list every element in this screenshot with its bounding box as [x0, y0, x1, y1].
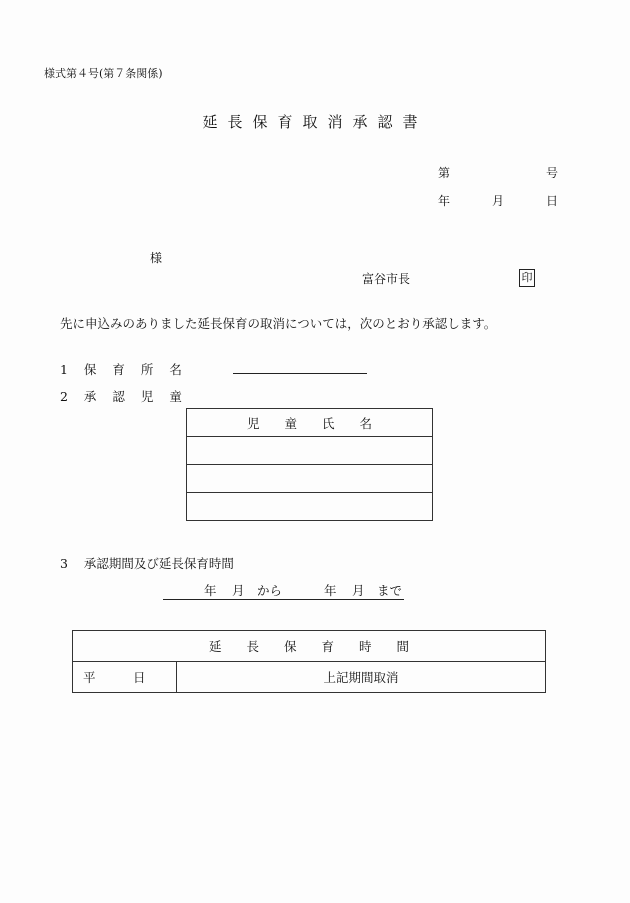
addressee-suffix: 様	[150, 251, 163, 265]
period-year-1: 年	[204, 583, 217, 598]
form-number: 様式第４号(第７条関係)	[44, 67, 163, 80]
issuer-name: 富谷市長	[362, 272, 411, 286]
document-title: 延長保育取消承認書	[202, 113, 428, 131]
body-text: 先に申込みのありました延長保育の取消については，次のとおり承認します。	[60, 316, 497, 331]
item-1	[60, 360, 188, 378]
doc-number-go: 号	[546, 166, 559, 180]
seal-stamp: 印	[519, 269, 535, 287]
period-year-2: 年	[324, 583, 337, 598]
item-2-label: 承 認 児 童	[83, 389, 188, 404]
nursery-name-field[interactable]	[233, 373, 367, 374]
child-table-header: 児 童 氏 名	[187, 409, 433, 437]
child-table-row[interactable]	[187, 465, 433, 493]
period-month-1: 月	[232, 583, 245, 598]
item-3-label: 承認期間及び延長保育時間	[83, 556, 234, 571]
item-2-number: 2	[60, 389, 68, 404]
item-1-label: 保 育 所 名	[83, 362, 188, 377]
date-month: 月	[492, 194, 505, 208]
doc-number-dai: 第	[438, 166, 451, 180]
hours-table-header: 延 長 保 育 時 間	[73, 631, 546, 662]
date-day: 日	[546, 194, 559, 208]
item-2	[60, 387, 188, 405]
extended-care-hours-table	[72, 630, 546, 693]
date-year: 年	[438, 194, 451, 208]
approval-period[interactable]	[163, 581, 404, 600]
child-name-table	[186, 408, 433, 521]
item-3-number: 3	[60, 556, 68, 571]
item-1-number: 1	[60, 362, 68, 377]
item-3	[60, 554, 234, 572]
period-month-2: 月	[352, 583, 365, 598]
period-from: から	[257, 583, 283, 598]
hours-row-value: 上記期間取消	[177, 662, 546, 693]
child-table-row[interactable]	[187, 493, 433, 521]
hours-row-label: 平 日	[73, 662, 177, 693]
period-until: まで	[377, 583, 403, 598]
child-table-row[interactable]	[187, 437, 433, 465]
